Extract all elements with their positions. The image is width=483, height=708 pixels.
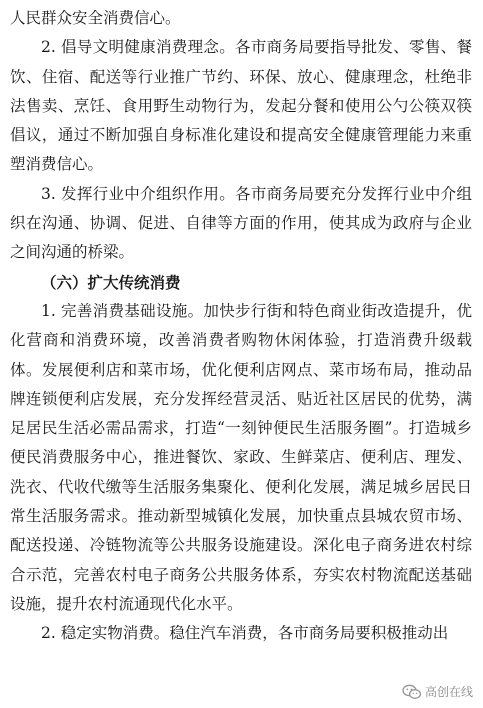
document-body [10,4,472,649]
paragraph-1: 人民群众安全消费信心。 [10,9,181,27]
watermark [402,683,473,700]
wechat-icon [402,684,422,700]
paragraph-2: 2. 倡导文明健康消费理念。各市商务局要指导批发、零售、餐饮、住宿、配送等行业推广节约、环保、放心、健康理念，杜绝非法售卖、烹饪、食用野生动物行为，发起分餐和使用公勺公筷双筷倡议，通过不断加强自身标准化建设和提高安全健康管理能力来重塑消费信心。 [10,38,472,174]
paragraph-3: 3. 发挥行业中介组织作用。各市商务局要充分发挥行业中介组织在沟通、协调、促进、自律等方面的作用，使其成为政府与企业之间沟通的桥梁。 [10,184,472,262]
section-heading: （六）扩大传统消费 [41,272,181,292]
paragraph-5: 2. 稳定实物消费。稳住汽车消费，各市商务局要积极推动出 [41,624,449,643]
watermark-text: 高创在线 [424,685,473,699]
paragraph-4: 1. 完善消费基础设施。加快步行街和特色商业街改造提升，优化营商和消费环境，改善消费者购物休闲体验，打造消费升级载体。发展便利店和菜市场，优化便利店网点、菜市场布局，推动品牌连锁便利店发展，充分发挥经营灵活、贴近社区居民的优势，满足居民生活必需品需求，打造“一刻钟便民生活服务圈”。打造城乡便民消费服务中心，推进餐饮、家政、生鲜菜店、便利店、理发、洗衣、代收代缴等生活服务集聚化、便利化发展，满足城乡居民日常生活服务需求。推动新型城镇化发展，加快重点县城农贸市场、配送投递、冷链物流等公共服务设施建设。深化电子商务进农村综合示范，完善农村电子商务公共服务体系，夯实农村物流配送基础设施，提升农村流通现代化水平。 [10,301,472,613]
